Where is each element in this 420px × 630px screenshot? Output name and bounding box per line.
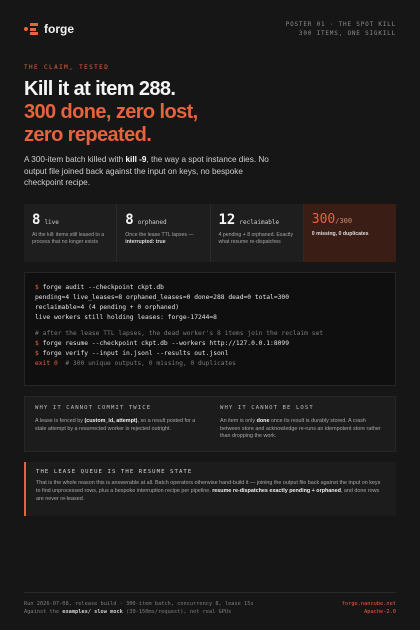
callout-pre: That is the whole reason this is answerable at all. Batch operators otherwise hand-build it — joining the output file back against the input on keys to find unprocessed rows, plus a bespoke interruption recipe per pipeline. [36, 480, 381, 494]
stat-label: orphaned [137, 219, 167, 226]
terminal-comment: # after the lease TTL lapses, the dead worker's 8 items join the reclaim set [35, 330, 324, 337]
poster-meta-line2: 300 ITEMS, ONE SIGKILL [298, 30, 396, 37]
col-post: once its result is durably stored. A crash between store and acknowledge re-runs an idempotent store rather than dropping the work. [220, 418, 381, 439]
col-title: WHY IT CANNOT COMMIT TWICE [35, 405, 152, 411]
footer-line2 [24, 608, 254, 616]
callout-title: THE LEASE QUEUE IS THE RESUME STATE [36, 469, 193, 475]
stat-number [312, 212, 352, 227]
col-cannot-lose [210, 397, 395, 451]
stat-total [304, 204, 396, 262]
terminal-prompt: $ [35, 350, 43, 357]
stat-desc-bold: interrupted: true [125, 239, 166, 245]
stat-number: 12 [218, 212, 236, 228]
stat-reclaimable [211, 204, 304, 262]
stat-desc-bold: 0 missing, 0 duplicates [311, 231, 369, 237]
poster-meta-line1: POSTER 01 · THE SPOT KILL [285, 21, 396, 28]
eyebrow: THE CLAIM, TESTED [24, 64, 110, 71]
col-title: WHY IT CANNOT BE LOST [220, 405, 314, 411]
callout-body [36, 480, 386, 503]
headline-line2: 300 done, zero lost, [24, 101, 198, 123]
lease-queue-callout [24, 462, 396, 516]
terminal-line [35, 359, 385, 369]
terminal-command: forge audit --checkpoint ckpt.db [42, 284, 164, 291]
stat-live [24, 204, 117, 262]
terminal-exit: exit 0 [35, 360, 58, 367]
callout-bold: resume re-dispatches exactly pending + orphaned [212, 487, 341, 494]
headline-line3: zero repeated. [24, 124, 152, 146]
terminal-command: forge resume --checkpoint ckpt.db --workers http://127.0.0.1:8099 [42, 340, 290, 347]
terminal-line: pending=4 live_leases=8 orphaned_leases=0 done=288 dead=0 total=300 [35, 294, 290, 301]
stat-label: reclaimable [239, 219, 280, 226]
terminal-line [35, 349, 385, 359]
col-body [220, 418, 385, 441]
col-post: , so a result posted for a stale attempt by a resurrected worker is rejected outright. [35, 418, 196, 432]
stat-desc-pre: Once the lease TTL lapses — [125, 232, 194, 238]
terminal-line [35, 283, 385, 293]
license-label: Apache-2.0 [364, 609, 396, 615]
col-commit-twice [25, 397, 210, 451]
footer-line2-pre: Against the [24, 609, 63, 615]
poster-meta [286, 20, 396, 38]
col-bold: done [256, 418, 270, 424]
terminal-prompt: $ [35, 340, 43, 347]
callout-post: , and done rows are never re-leased. [36, 487, 380, 502]
terminal-command: forge verify --input in.jsonl --results out.jsonl [42, 350, 229, 357]
stat-total-suffix: /300 [335, 217, 353, 225]
stat-desc [125, 232, 201, 246]
stat-desc: At the kill: items still leased to a process that no longer exists [32, 232, 105, 245]
forge-logo-icon [24, 22, 38, 36]
stat-number: 8 [125, 212, 134, 228]
stats-row [24, 204, 396, 262]
stat-total-number: 300 [311, 212, 336, 227]
explainer-columns [24, 396, 396, 452]
stat-orphaned [117, 204, 210, 262]
logo-text: forge [44, 22, 74, 36]
logo[interactable] [24, 22, 74, 36]
site-link[interactable]: forge.nancube.net [341, 601, 396, 607]
terminal-line [35, 339, 385, 349]
intro-pre: A 300-item batch killed with [24, 155, 126, 164]
terminal-line: live workers still holding leases: forge-17244=8 [35, 314, 217, 321]
headline [24, 78, 198, 147]
footer-line1: Run 2026-07-08, release build · 300-item batch, concurrency 8, lease 15s [24, 601, 254, 607]
stat-number: 8 [32, 212, 41, 228]
stat-label: live [44, 219, 59, 226]
stat-desc: 4 pending + 8 orphaned. Exactly what resume re-dispatches [218, 232, 294, 245]
terminal-comment: # 300 unique outputs, 0 missing, 0 duplicates [65, 360, 236, 367]
footer-links [342, 600, 396, 616]
intro-post: , the way a spot instance dies. No output file joined back against the input on keys, no bespoke checkpoint recipe. [24, 155, 269, 187]
headline-line1: Kill it at item 288. [24, 78, 176, 100]
terminal-line: reclaimable=4 (4 pending + 0 orphaned) [35, 304, 180, 311]
header [24, 20, 396, 42]
col-body [35, 418, 200, 433]
intro-paragraph [24, 154, 274, 189]
footer-line2-post: (30-150ms/request), not real GPUs [122, 609, 232, 615]
stat-desc [312, 231, 388, 238]
terminal-prompt: $ [35, 284, 43, 291]
col-bold: (custom_id, attempt) [84, 418, 138, 424]
footer-notes [24, 600, 254, 616]
footer-divider [24, 592, 396, 593]
terminal-block[interactable] [24, 272, 396, 386]
col-pre: An item is only [220, 418, 257, 424]
intro-bold: kill -9 [125, 155, 147, 164]
footer-line2-bold: examples/ slow mock [62, 609, 123, 615]
col-pre: A lease is fenced by [35, 418, 85, 424]
